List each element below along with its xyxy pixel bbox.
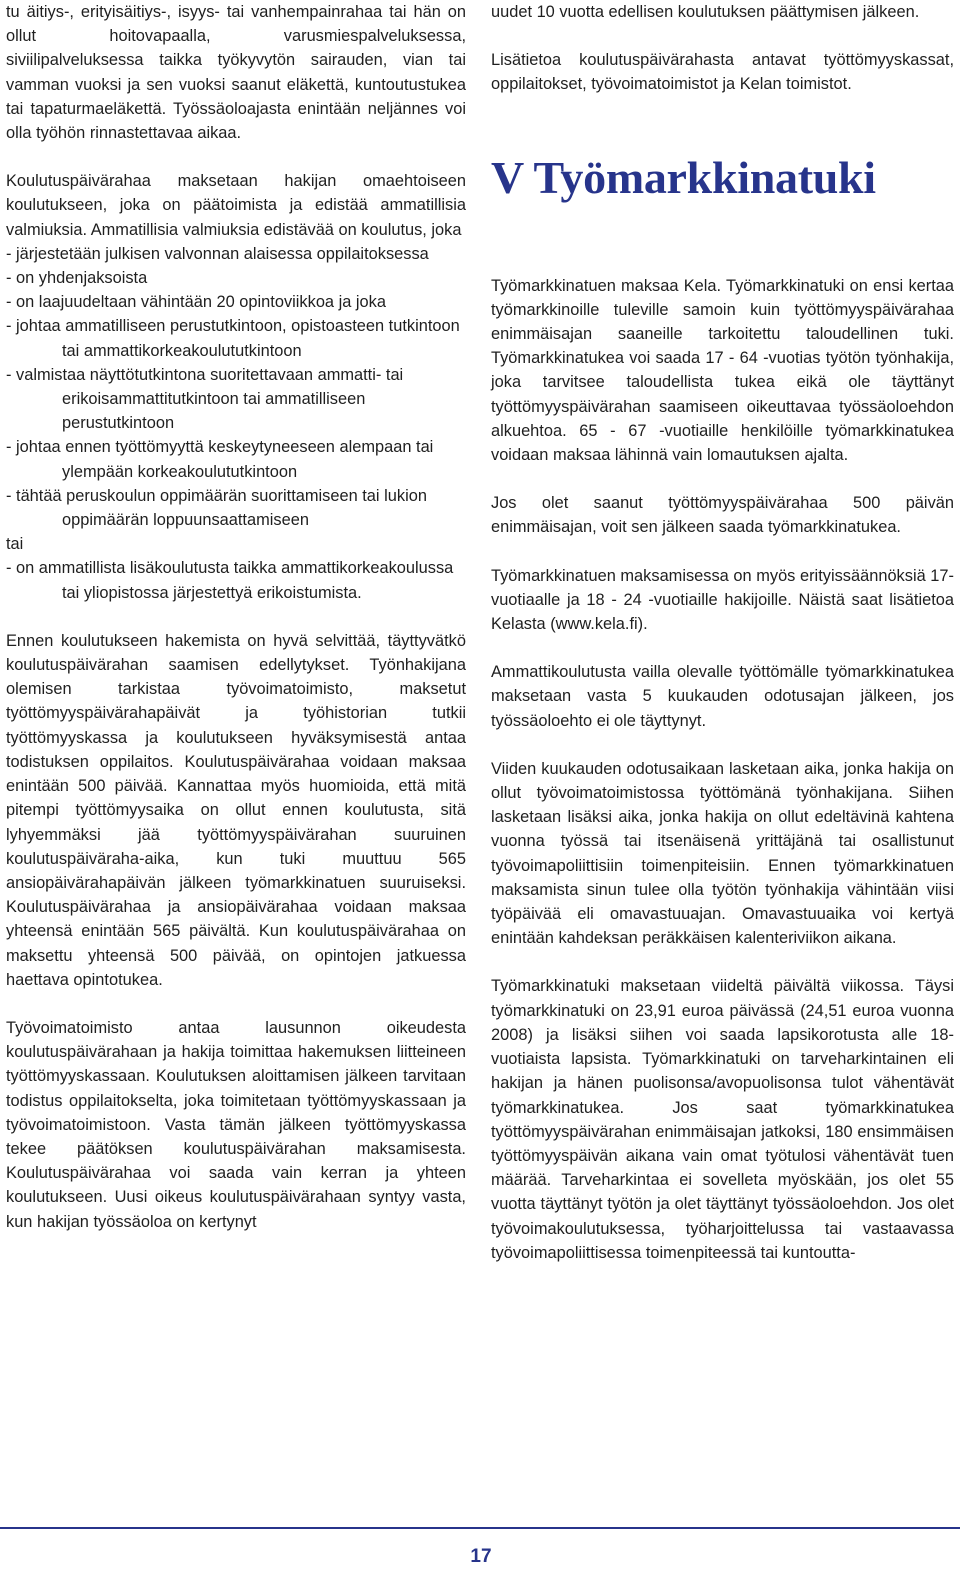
list-item: - johtaa ennen työttömyyttä keskeytyneeseen alempaan tai ylempään korkeakoulututkintoon bbox=[6, 438, 434, 481]
paragraph-intro: tu äitiys-, erityisäitiys-, isyys- tai vanhempainrahaa tai hän on ollut hoitovapaalla, varusmiespalveluksessa, siviilipalveluksessa taikka työkyvytön sairauden, vian tai vamman vuoksi ja sen vuoksi saanut eläkettä, kuntoutustukea tai tapaturmaeläkettä. Työssäoloajasta enintään neljännes voi olla työhön rinnastettavaa aikaa. bbox=[6, 3, 466, 143]
criteria-list bbox=[6, 242, 466, 605]
list-item: - on yhdenjaksoista bbox=[6, 269, 148, 288]
section-heading: V Työmarkkinatuki bbox=[491, 151, 876, 203]
list-item: - on ammatillista lisäkoulutusta taikka ammattikorkeakoulussa tai yliopistossa järjestettyä erikoistumista. bbox=[6, 559, 454, 602]
paragraph-maksetaan-viidelta: Työmarkkinatuki maksetaan viideltä päivältä viikossa. Täysi työmarkkinatuki on 23,91 euroa päivässä (24,51 euroa vuonna 2008) ja lisäksi siihen voi saada lapsikorotusta alle 18-vuotiaista lapsista. Työmarkkinatuki on tarveharkintainen eli hakijan ja hänen puolisonsa/avopuolisonsa tulot vähentävät työmarkkinatukea. Jos saat työmarkkinatukea työttömyyspäivärahan enimmäisajan jatkoksi, 180 ensimmäisen työttömyyspäivän aikana vain omat työtulosi vähentävät tuen määrää. Tarveharkintaa ei sovelleta myöskään, jos olet 55 vuotta täyttänyt työtön ja olet täyttänyt työssäoloehdon. Jos olet työvoimakoulutuksessa, työharjoittelussa tai vastaavassa työvoimapoliittisessa toimenpiteessä tai kuntoutta- bbox=[491, 977, 954, 1262]
paragraph-erityissaannoksia: Työmarkkinatuen maksamisessa on myös erityissäännöksiä 17-vuotiaalle ja 18 - 24 -vuotiaille hakijoille. Näistä saat lisätietoa Kelasta (www.kela.fi). bbox=[491, 566, 954, 634]
list-item: - tähtää peruskoulun oppimäärän suorittamiseen tai lukion oppimäärän loppuunsaattamiseen bbox=[6, 486, 427, 530]
list-item: - valmistaa näyttötutkintona suoritettavaan ammatti- tai erikoisammattitutkintoon tai ammatilliseen perustutkintoon bbox=[6, 365, 404, 433]
paragraph-lisatietoa: Lisätietoa koulutuspäivärahasta antavat työttömyyskassat, oppilaitokset, työvoimatoimistot ja Kelan toimistot. bbox=[491, 51, 954, 94]
paragraph-ammattikoulutusta: Ammattikoulutusta vailla olevalle työttömälle työmarkkinatukea maksetaan vasta 5 kuukauden odotusajan jälkeen, jos työssäoloehto ei ole täyttynyt. bbox=[491, 663, 954, 730]
list-item: - on laajuudeltaan vähintään 20 opintoviikkoa ja joka bbox=[6, 293, 386, 312]
paragraph-ennen-koulutukseen: Ennen koulutukseen hakemista on hyvä selvittää, täyttyvätkö koulutuspäivärahan saamisen edellytykset. Työnhakijana olemisen tarkistaa työvoimatoimisto, maksetut työttömyyspäivärahapäivät ja työhistorian tutkii työttömyyskassa ja koulutukseen hyväksymisestä antaa todistuksen oppilaitos. Koulutuspäivärahaa voidaan maksaa enintään 500 päivää. Kannattaa myös huomioida, että mitä pitempi työttömyysaika on ollut ennen koulutusta, sitä lyhyemmäksi jää työttömyyspäivärahan suuruinen koulutuspäiväraha-aika, kun tuki muuttuu 565 ansiopäivärahapäivän jälkeen työmarkkinatuen suuruiseksi. Koulutuspäivärahaa ja ansiopäivärahaa voidaan maksaa yhteensä enintään 565 päivältä. Kun koulutuspäivärahaa on maksettu yhteensä 500 päivää, on opintojen jatkuessa haettava opintotukea. bbox=[6, 631, 466, 989]
paragraph-continuation: uudet 10 vuotta edellisen koulutuksen päättymisen jälkeen. bbox=[491, 3, 920, 21]
footer-rule bbox=[0, 1527, 960, 1529]
list-item: - johtaa ammatilliseen perustutkintoon, opistoasteen tutkintoon tai ammattikorkeakoulututkintoon bbox=[6, 317, 460, 360]
paragraph-tyovoimatoimisto: Työvoimatoimisto antaa lausunnon oikeudesta koulutuspäivärahaan ja hakija toimittaa hakemuksen liitteineen työttömyyskassaan. Koulutuksen aloittamisen jälkeen tarvitaan todistus oppilaitokselta, joka toimitetaan työttömyyskassaan ja työvoimatoimistoon. Vasta tämän jälkeen työttömyyskassa tekee päätöksen koulutuspäivärahan maksamisesta. Koulutuspäivärahaa voi saada vain kerran ja yhteen koulutukseen. Uusi oikeus koulutuspäivärahaan syntyy vasta, kun hakijan työssäoloa on kertynyt bbox=[6, 1018, 466, 1231]
list-item: - järjestetään julkisen valvonnan alaisessa oppilaitoksessa bbox=[6, 244, 429, 263]
page-number: 17 bbox=[470, 1546, 492, 1567]
paragraph-odotusaika: Viiden kuukauden odotusaikaan lasketaan aika, jonka hakija on ollut työvoimatoimistossa työttömänä työnhakijana. Siihen lasketaan lisäksi aika, jonka hakija on ollut edeltävinä kahtena vuonna työssä tai itsenäisenä yrittäjänä tai osallistunut työvoimapoliittisiin toimenpiteisiin. Ennen työmarkkinatuen maksamista sinun tulee olla työtön työnhakija vähintään viisi työpäivää eli omavastuuajan. Omavastuuaika voi kertyä enintään kahdeksan peräkkäisen kalenteriviikon aikana. bbox=[491, 759, 954, 948]
left-column bbox=[6, 0, 466, 1234]
paragraph-500-paivan: Jos olet saanut työttömyyspäivärahaa 500 päivän enimmäisajan, voit sen jälkeen saada työmarkkinatukea. bbox=[491, 494, 954, 537]
paragraph-koulutuspaivaraha: Koulutuspäivärahaa maksetaan hakijan omaehtoiseen koulutukseen, joka on päätoimista ja edistää ammatillisia valmiuksia. Ammatillisia valmiuksia edistävää on koulutus, joka bbox=[6, 172, 466, 239]
list-conjunction: tai bbox=[6, 535, 24, 554]
right-column bbox=[491, 0, 954, 1265]
paragraph-maksaa-kela: Työmarkkinatuen maksaa Kela. Työmarkkinatuki on ensi kertaa työmarkkinoille tuleville samoin kuin työttömyyspäivärahaa enimmäisajan saaneille tarkoitettu taloudellinen tuki. Työmarkkinatukea voi saada 17 - 64 -vuotias työtön työnhakija, joka tarvitsee taloudellista tukea eikä ole täyttänyt työttömyyspäivärahan saamiseen oikeuttavaa työssäoloehdon alkuehtoa. 65 - 67 -vuotiaille henkilöille työmarkkinatukea voidaan maksaa lähinnä vain lomautuksen ajalta. bbox=[491, 276, 954, 465]
